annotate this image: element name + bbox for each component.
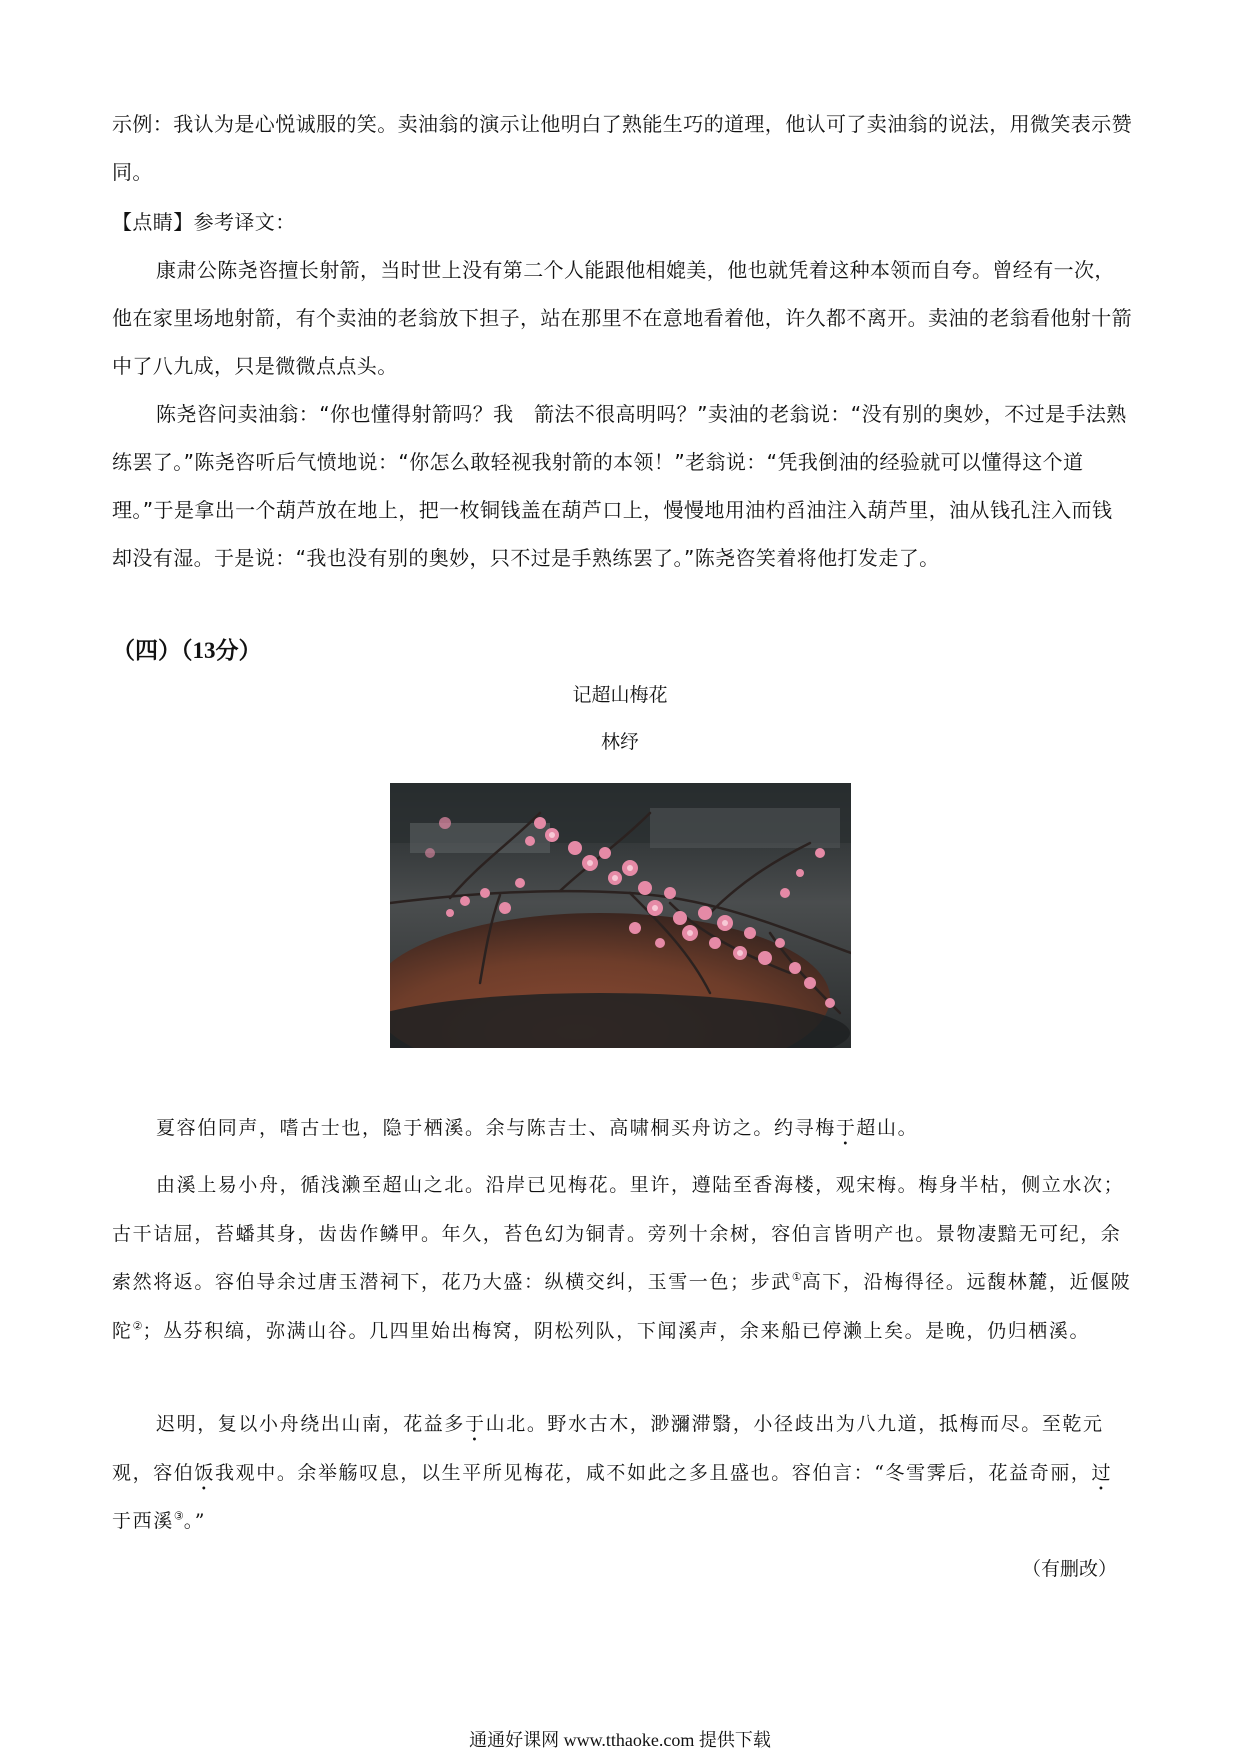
translation-paragraph-1: 康肃公陈尧咨擅长射箭，当时世上没有第二个人能跟他相媲美，他也就凭着这种本领而自夸。曾经有一次，他在家里场地射箭，有个卖油的老翁放下担子，站在那里不在意地看着他，许久都不离开。卖油的老翁看他射十箭中了八九成，只是微微点点头。 <box>112 258 1132 378</box>
essay-author: 林纾 <box>600 731 639 753</box>
note-label: 【点睛】 <box>112 210 194 234</box>
classical-paragraph-1 <box>112 1104 1132 1153</box>
classical-text: 超山。 <box>856 1117 919 1139</box>
classical-text: ；丛芬积缟，弥满山谷。几四里始出梅窝，阴松列队，下闻溪声，余来船已停濑上矣。是晚，仍归栖溪。 <box>142 1319 1091 1342</box>
classical-paragraph-3 <box>112 1400 1132 1546</box>
emphasized-word: 过 <box>1091 1461 1113 1484</box>
note-text: 参考译文： <box>193 210 296 234</box>
section-heading: （四）（13分） <box>112 638 262 663</box>
footnote-marker: ② <box>132 1319 143 1333</box>
plum-blossom-illustration <box>390 783 851 1048</box>
footnote-marker: ③ <box>173 1509 184 1523</box>
footer-watermark: 通通好课网 www.tthaoke.com 提供下载 <box>469 1730 771 1750</box>
emphasized-word: 饭 <box>194 1461 216 1484</box>
classical-text: 于西溪 <box>112 1510 174 1532</box>
note-line <box>112 198 1132 246</box>
emphasized-word: 于 <box>835 1117 857 1139</box>
classical-paragraph-2 <box>112 1161 1132 1355</box>
essay-title: 记超山梅花 <box>572 684 668 706</box>
classical-text: 高下，沿梅得径。远馥林麓，近偃陂陀 <box>112 1271 1132 1342</box>
answer-example: 示例：我认为是心悦诚服的笑。卖油翁的演示让他明白了熟能生巧的道理，他认可了卖油翁的说法，用微笑表示赞同。 <box>112 112 1132 184</box>
footnote-marker: ① <box>791 1270 802 1284</box>
classical-text: 迟明，复以小舟绕出山南，花益多 <box>156 1413 466 1435</box>
emphasized-word: 于 <box>465 1413 486 1435</box>
classical-text: 由溪上易小舟，循浅濑至超山之北。沿岸已见梅花。里许，遵陆至香海楼，观宋梅。梅身半枯，侧立水次；古干诘屈，苔蟠其身，齿齿作鳞甲。年久，苔色幻为铜青。旁列十余树，容伯言皆明产也。景物凄黯无可纪，余索然将返。容伯导余过唐玉潜祠下，花乃大盛：纵横交纠，玉雪一色；步武 <box>112 1174 1125 1293</box>
translation-paragraph-2: 陈尧咨问卖油翁：“你也懂得射箭吗？我 箭法不很高明吗？”卖油的老翁说：“没有别的奥妙，不过是手法熟练罢了。”陈尧咨听后气愤地说：“你怎么敢轻视我射箭的本领！”老翁说：“凭我倒油的经验就可以懂得这个道理。”于是拿出一个葫芦放在地上，把一枚铜钱盖在葫芦口上，慢慢地用油杓舀油注入葫芦里，油从钱孔注入而钱却没有湿。于是说：“我也没有别的奥妙，只不过是手熟练罢了。”陈尧咨笑着将他打发走了。 <box>112 402 1127 570</box>
classical-text: 山北。野水古木，渺瀰滞翳，小径歧出为八九道，抵梅而尽。至乾元观，容伯 <box>112 1413 1104 1484</box>
plum-blossom-photo <box>390 783 851 1048</box>
classical-text: 夏容伯同声，嗜古士也，隐于栖溪。余与陈吉士、高啸桐买舟访之。约寻梅 <box>156 1117 836 1139</box>
classical-text: 我观中。余举觞叹息，以生平所见梅花，咸不如此之多且盛也。容伯言：“冬雪霁后，花益奇丽， <box>215 1461 1092 1484</box>
source-note: （有删改） <box>1021 1558 1117 1580</box>
classical-text: 。” <box>183 1510 207 1532</box>
